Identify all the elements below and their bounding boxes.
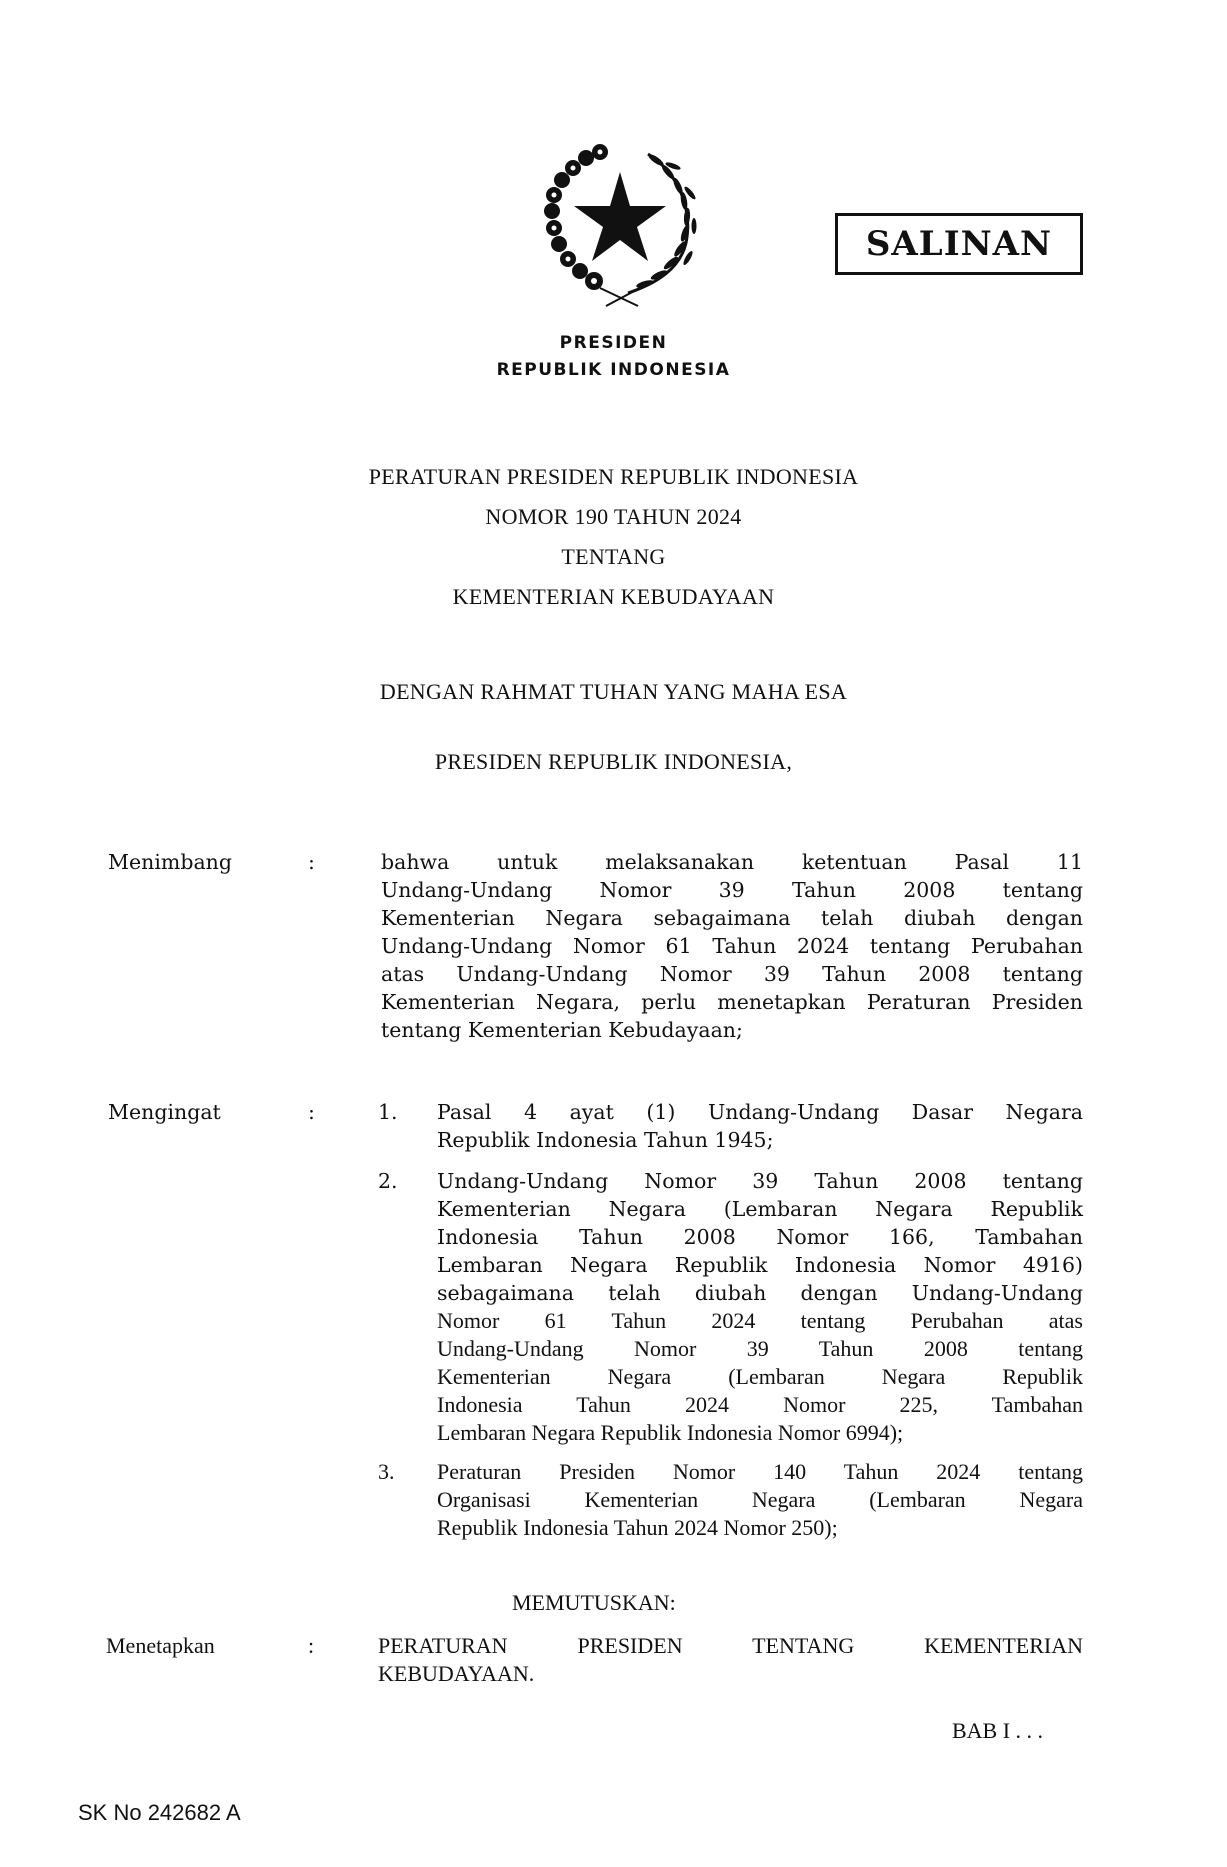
issuer: PRESIDEN REPUBLIK INDONESIA, (434, 749, 793, 774)
text-line: Undang-Undang Nomor 39 Tahun 2008 tentang (437, 1169, 1083, 1193)
list-number: 1. (378, 1100, 398, 1124)
regulation-subject: KEMENTERIAN KEBUDAYAAN (452, 584, 775, 609)
text-line: Republik Indonesia Tahun 2024 Nomor 250); (437, 1515, 838, 1540)
salinan-label: SALINAN (865, 224, 1053, 264)
text-line: Kementerian Negara (Lembaran Negara Republik (437, 1197, 1083, 1221)
text-line: Undang-Undang Nomor 39 Tahun 2008 tentang (437, 1336, 1083, 1361)
mengingat-label: Mengingat (108, 1100, 221, 1124)
invocation: DENGAN RAHMAT TUHAN YANG MAHA ESA (379, 679, 848, 704)
text-line: Indonesia Tahun 2024 Nomor 225, Tambahan (437, 1392, 1083, 1417)
memutuskan-heading: MEMUTUSKAN: (512, 1590, 676, 1615)
office-subtitle: REPUBLIK INDONESIA (496, 360, 731, 380)
text-line: Indonesia Tahun 2008 Nomor 166, Tambahan (437, 1225, 1083, 1249)
text-line: Republik Indonesia Tahun 1945; (437, 1128, 774, 1152)
mengingat-colon: : (308, 1100, 315, 1124)
salinan-stamp (835, 213, 1083, 275)
text-line: Lembaran Negara Republik Indonesia Nomor 6994); (437, 1420, 904, 1445)
menetapkan-label: Menetapkan (106, 1633, 215, 1658)
text-line: Undang-Undang Nomor 39 Tahun 2008 tentang (381, 878, 1083, 902)
text-line: Undang-Undang Nomor 61 Tahun 2024 tentang Perubahan (381, 934, 1083, 958)
menetapkan-text (378, 1632, 1083, 1688)
list-number: 2. (378, 1169, 398, 1193)
text-line: sebagaimana telah diubah dengan Undang-Undang (437, 1281, 1083, 1305)
text-line: PERATURAN PRESIDEN TENTANG KEMENTERIAN (378, 1633, 1083, 1658)
regulation-number: NOMOR 190 TAHUN 2024 (485, 504, 742, 529)
list-number: 3. (378, 1459, 395, 1484)
text-line: bahwa untuk melaksanakan ketentuan Pasal 11 (381, 850, 1083, 874)
text-line: Organisasi Kementerian Negara (Lembaran Negara (437, 1487, 1083, 1512)
mengingat-item-2 (437, 1167, 1083, 1447)
mengingat-item-3 (437, 1458, 1083, 1542)
text-line: Kementerian Negara, perlu menetapkan Peraturan Presiden (381, 990, 1083, 1014)
text-line: Kementerian Negara sebagaimana telah diubah dengan (381, 906, 1083, 930)
text-line: KEBUDAYAAN. (378, 1661, 535, 1686)
text-line: Peraturan Presiden Nomor 140 Tahun 2024 tentang (437, 1459, 1083, 1484)
mengingat-item-1 (437, 1098, 1083, 1154)
text-line: tentang Kementerian Kebudayaan; (381, 1018, 743, 1042)
text-line: Pasal 4 ayat (1) Undang-Undang Dasar Negara (437, 1100, 1083, 1124)
regulation-tentang: TENTANG (561, 544, 666, 569)
continuation-marker: BAB I . . . (952, 1718, 1044, 1743)
regulation-title: PERATURAN PRESIDEN REPUBLIK INDONESIA (368, 464, 859, 489)
text-line: Nomor 61 Tahun 2024 tentang Perubahan atas (437, 1308, 1083, 1333)
text-line: atas Undang-Undang Nomor 39 Tahun 2008 tentang (381, 962, 1083, 986)
text-line: Kementerian Negara (Lembaran Negara Republik (437, 1364, 1083, 1389)
menimbang-paragraph (381, 848, 1083, 1044)
office-title: PRESIDEN (559, 333, 668, 353)
serial-number: SK No 242682 A (78, 1800, 241, 1825)
text-line: Lembaran Negara Republik Indonesia Nomor 4916) (437, 1253, 1083, 1277)
menimbang-label: Menimbang (108, 850, 232, 874)
menimbang-colon: : (308, 850, 315, 874)
menetapkan-colon: : (308, 1633, 315, 1658)
presidential-emblem-icon (528, 138, 708, 310)
